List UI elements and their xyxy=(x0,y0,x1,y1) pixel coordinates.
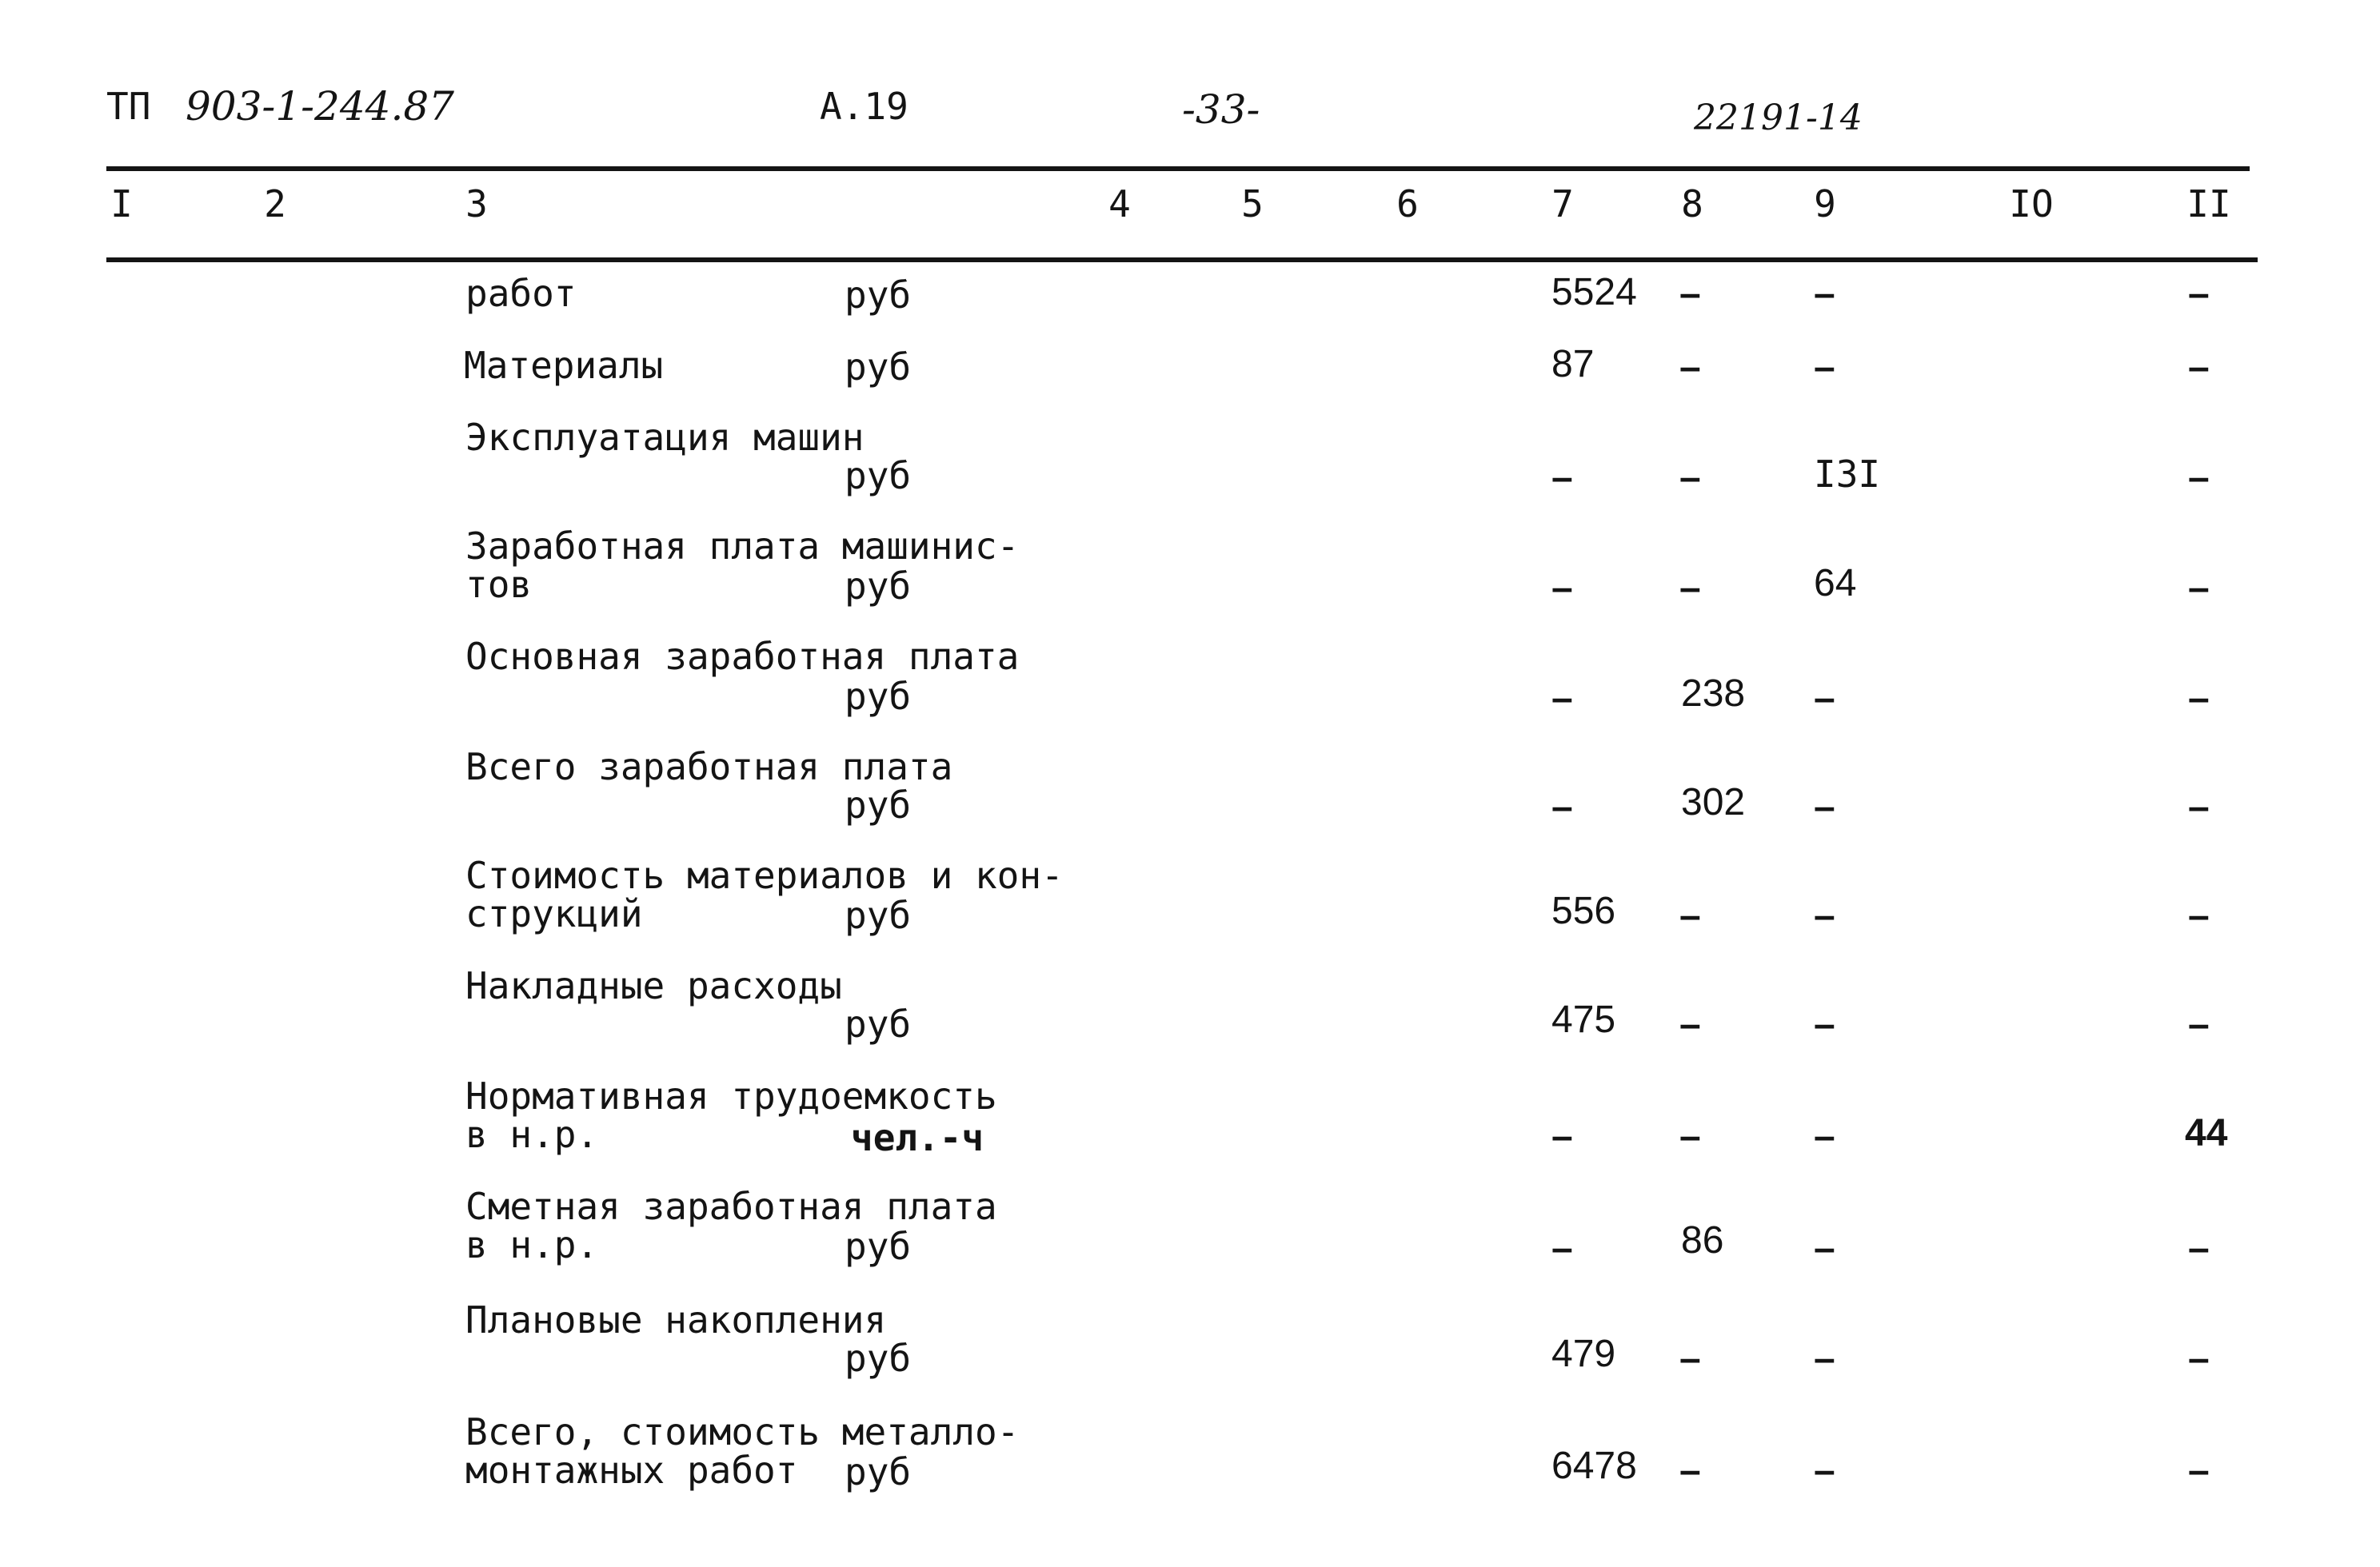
cell-col9: 64 xyxy=(1814,562,1857,604)
row-label: Всего заработная плата xyxy=(465,745,953,788)
row-label-continued: тов xyxy=(465,563,533,606)
project-code: 903-1-244.87 xyxy=(186,83,454,130)
row-label-continued: монтажных работ xyxy=(465,1449,798,1492)
cell-col9: – xyxy=(1814,1003,1835,1046)
cell-col7: 479 xyxy=(1551,1333,1616,1375)
cell-col9: – xyxy=(1814,346,1835,389)
cell-col9: – xyxy=(1814,1227,1835,1270)
cell-col7: – xyxy=(1551,677,1573,720)
column-header: 7 xyxy=(1551,182,1574,225)
cell-col11: – xyxy=(2188,346,2210,389)
row-label: работ xyxy=(465,272,577,315)
column-header: 2 xyxy=(264,182,286,225)
cell-col11: – xyxy=(2188,273,2210,315)
row-label-continued: в н.р. xyxy=(465,1113,599,1156)
column-header: 9 xyxy=(1814,182,1836,225)
column-header: II xyxy=(2186,182,2231,225)
row-label-continued: струкций xyxy=(465,892,643,935)
cell-col9: – xyxy=(1814,895,1835,937)
cell-col8: – xyxy=(1679,273,1701,315)
row-label: Основная заработная плата xyxy=(465,635,1020,678)
album-number: А.19 xyxy=(820,85,908,128)
column-header: 5 xyxy=(1241,182,1264,225)
row-label: Стоимость материалов и кон- xyxy=(465,854,1064,897)
cell-col9: – xyxy=(1814,677,1835,720)
row-label: Нормативная трудоемкость xyxy=(465,1075,997,1118)
cell-col9: I3I xyxy=(1814,453,1881,496)
cell-col8: – xyxy=(1679,1338,1701,1380)
column-header: 6 xyxy=(1396,182,1419,225)
row-unit: руб xyxy=(845,675,912,718)
row-unit: руб xyxy=(845,1225,912,1268)
cell-col11: – xyxy=(2188,457,2210,499)
cell-col11: – xyxy=(2188,786,2210,828)
row-label: Всего, стоимость металло- xyxy=(465,1410,1020,1453)
cell-col7: – xyxy=(1551,567,1573,609)
cell-col7: – xyxy=(1551,786,1573,828)
row-unit: руб xyxy=(845,1003,912,1046)
row-unit: руб xyxy=(845,1450,912,1493)
column-header: IO xyxy=(2009,182,2054,225)
row-unit: руб xyxy=(845,564,912,608)
row-label: Материалы xyxy=(464,344,664,387)
cell-col11: 44 xyxy=(2185,1112,2228,1154)
doc-prefix: ТП xyxy=(106,85,151,128)
row-unit: руб xyxy=(845,784,912,827)
row-label: Заработная плата машинис- xyxy=(465,524,1020,568)
column-header: 3 xyxy=(465,182,488,225)
cell-col7: 475 xyxy=(1551,999,1616,1041)
cell-col9: – xyxy=(1814,1338,1835,1380)
cell-col8: – xyxy=(1679,346,1701,389)
cell-col11: – xyxy=(2188,1449,2210,1492)
cell-col7: 556 xyxy=(1551,890,1616,932)
cell-col7: 87 xyxy=(1551,343,1595,385)
cell-col7: – xyxy=(1551,1115,1573,1158)
table-top-rule xyxy=(106,166,2250,171)
cell-col11: – xyxy=(2188,677,2210,720)
column-header: 4 xyxy=(1108,182,1131,225)
row-unit: руб xyxy=(845,894,912,937)
cell-col7: 5524 xyxy=(1551,271,1637,313)
cell-col9: – xyxy=(1814,1115,1835,1158)
cell-col9: – xyxy=(1814,1449,1835,1492)
cell-col11: – xyxy=(2188,1338,2210,1380)
cell-col9: – xyxy=(1814,273,1835,315)
cell-col11: – xyxy=(2188,1227,2210,1270)
column-header: I xyxy=(110,182,133,225)
row-unit: руб xyxy=(845,1337,912,1380)
row-unit: чел.-ч xyxy=(851,1116,984,1159)
cell-col11: – xyxy=(2188,567,2210,609)
cell-col8: 238 xyxy=(1681,672,1746,715)
cell-col8: – xyxy=(1679,895,1701,937)
cell-col11: – xyxy=(2188,895,2210,937)
sheet-code: 22191-14 xyxy=(1694,98,1863,138)
cell-col8: – xyxy=(1679,457,1701,499)
cell-col8: – xyxy=(1679,1003,1701,1046)
page-number: -33- xyxy=(1182,86,1260,133)
cell-col8: – xyxy=(1679,567,1701,609)
cell-col8: – xyxy=(1679,1449,1701,1492)
row-unit: руб xyxy=(845,345,912,389)
cell-col11: – xyxy=(2188,1003,2210,1046)
cell-col7: – xyxy=(1551,457,1573,499)
row-unit: руб xyxy=(845,454,912,497)
row-label-continued: в н.р. xyxy=(465,1223,599,1266)
table-header-rule xyxy=(106,257,2258,262)
cell-col8: 86 xyxy=(1681,1219,1724,1262)
cell-col7: 6478 xyxy=(1551,1445,1637,1487)
cell-col8: 302 xyxy=(1681,781,1746,823)
column-header: 8 xyxy=(1681,182,1703,225)
row-label: Накладные расходы xyxy=(465,964,842,1007)
cell-col9: – xyxy=(1814,786,1835,828)
cell-col7: – xyxy=(1551,1227,1573,1270)
row-label: Плановые накопления xyxy=(465,1298,887,1342)
row-unit: руб xyxy=(845,273,912,317)
row-label: Сметная заработная плата xyxy=(465,1185,997,1228)
cell-col8: – xyxy=(1679,1115,1701,1158)
row-label: Эксплуатация машин xyxy=(465,416,865,459)
